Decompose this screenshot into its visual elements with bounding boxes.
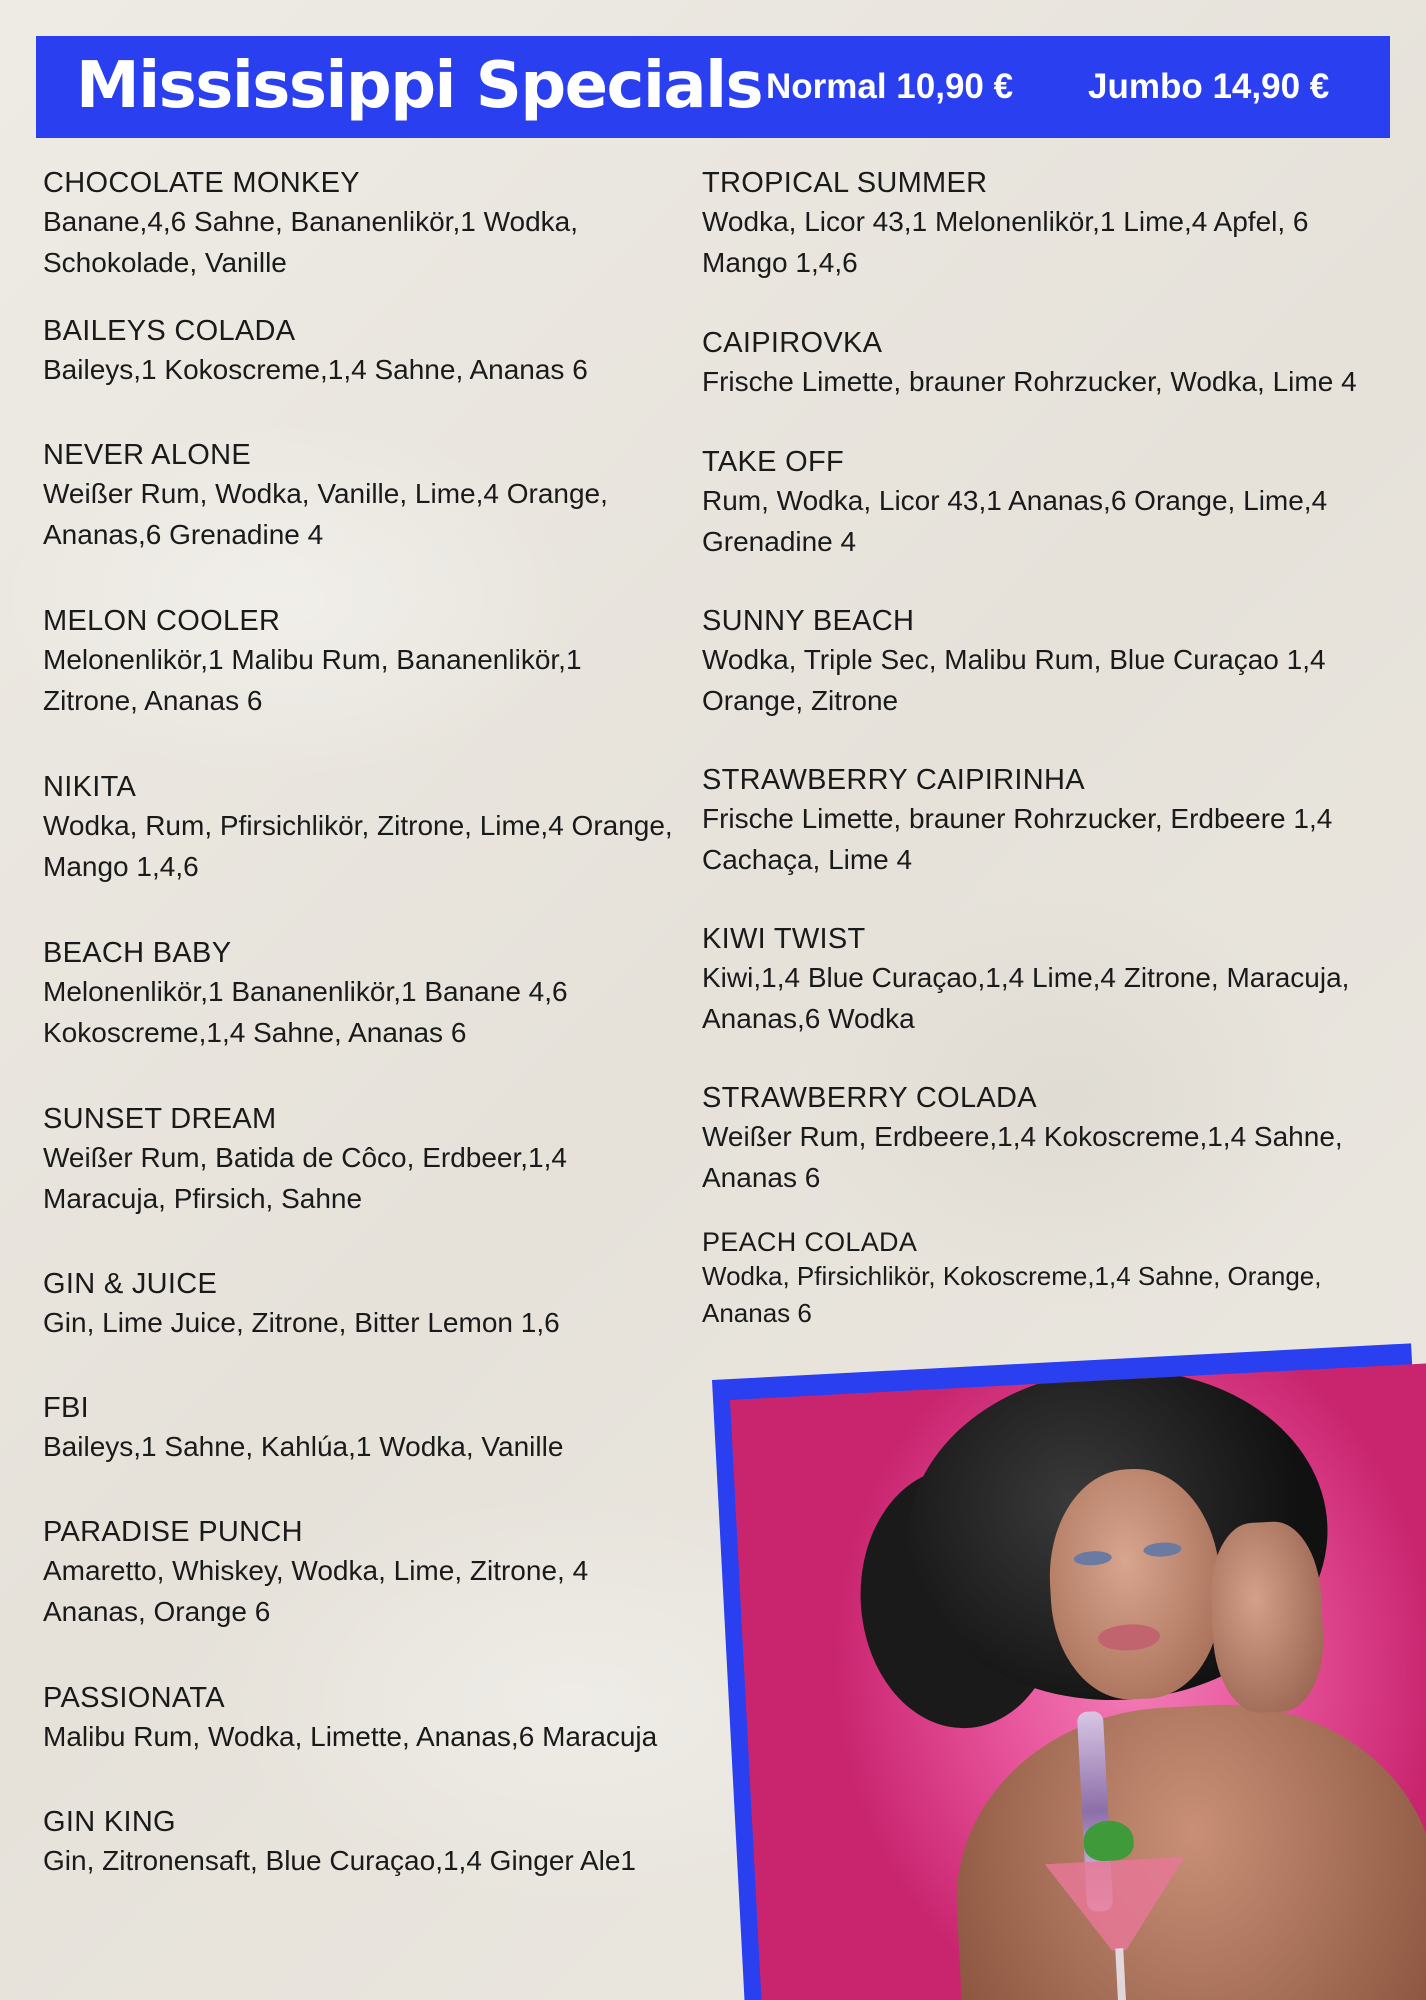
menu-item <box>702 762 1392 880</box>
item-ingredients: Rum, Wodka, Licor 43,1 Ananas,6 Orange, Lime,4 Grenadine 4 <box>702 485 1328 557</box>
item-ingredients: Banane,4,6 Sahne, Bananenlikör,1 Wodka, Schokolade, Vanille <box>43 206 578 278</box>
item-ingredients: Weißer Rum, Wodka, Vanille, Lime,4 Orange, Ananas,6 Grenadine 4 <box>43 478 608 550</box>
item-ingredients: Weißer Rum, Batida de Côco, Erdbeer,1,4 Maracuja, Pfirsich, Sahne <box>43 1142 567 1214</box>
item-ingredients: Amaretto, Whiskey, Wodka, Lime, Zitrone, 4 Ananas, Orange 6 <box>43 1555 589 1627</box>
item-name: SUNNY BEACH <box>702 605 915 637</box>
item-ingredients: Wodka, Triple Sec, Malibu Rum, Blue Curaçao 1,4 Orange, Zitrone <box>702 644 1326 716</box>
menu-item <box>702 603 1392 721</box>
item-name: SUNSET DREAM <box>43 1103 277 1135</box>
item-ingredients: Kiwi,1,4 Blue Curaçao,1,4 Lime,4 Zitrone, Maracuja, Ananas,6 Wodka <box>702 962 1350 1034</box>
item-name: CHOCOLATE MONKEY <box>43 167 360 199</box>
menu-item <box>43 935 683 1053</box>
menu-item <box>702 325 1392 402</box>
normal-price: Normal 10,90 € <box>766 67 1014 106</box>
menu-item <box>43 769 683 887</box>
item-ingredients: Frische Limette, brauner Rohrzucker, Erdbeere 1,4 Cachaça, Lime 4 <box>702 803 1333 875</box>
item-name: NEVER ALONE <box>43 439 251 471</box>
item-ingredients: Gin, Zitronensaft, Blue Curaçao,1,4 Ginger Ale1 <box>43 1845 636 1876</box>
header-banner <box>36 36 1390 138</box>
item-name: GIN & JUICE <box>43 1268 218 1300</box>
item-ingredients: Malibu Rum, Wodka, Limette, Ananas,6 Maracuja <box>43 1721 658 1752</box>
item-ingredients: Wodka, Licor 43,1 Melonenlikör,1 Lime,4 Apfel, 6 Mango 1,4,6 <box>702 206 1309 278</box>
item-ingredients: Wodka, Rum, Pfirsichlikör, Zitrone, Lime,4 Orange, Mango 1,4,6 <box>43 810 673 882</box>
item-name: MELON COOLER <box>43 605 281 637</box>
menu-item <box>43 1101 683 1219</box>
cocktail-photo <box>712 1320 1426 2000</box>
item-ingredients: Frische Limette, brauner Rohrzucker, Wodka, Lime 4 <box>702 366 1357 397</box>
item-name: STRAWBERRY CAIPIRINHA <box>702 764 1085 796</box>
menu-item <box>43 1266 683 1343</box>
item-name: PASSIONATA <box>43 1682 225 1714</box>
menu-item <box>43 1390 683 1467</box>
item-name: FBI <box>43 1392 90 1424</box>
menu-item <box>43 603 683 721</box>
item-name: STRAWBERRY COLADA <box>702 1082 1037 1114</box>
item-ingredients: Baileys,1 Sahne, Kahlúa,1 Wodka, Vanille <box>43 1431 564 1462</box>
item-ingredients: Wodka, Pfirsichlikör, Kokoscreme,1,4 Sahne, Orange, Ananas 6 <box>702 1261 1322 1328</box>
menu-item <box>43 313 683 390</box>
item-ingredients: Gin, Lime Juice, Zitrone, Bitter Lemon 1,6 <box>43 1307 560 1338</box>
item-name: BEACH BABY <box>43 937 232 969</box>
item-ingredients: Weißer Rum, Erdbeere,1,4 Kokoscreme,1,4 Sahne, Ananas 6 <box>702 1121 1343 1193</box>
item-name: TROPICAL SUMMER <box>702 167 988 199</box>
item-name: PARADISE PUNCH <box>43 1516 303 1548</box>
menu-item <box>702 1080 1392 1198</box>
menu-item <box>43 1804 683 1881</box>
menu-item <box>702 444 1392 562</box>
item-name: NIKITA <box>43 771 137 803</box>
item-name: PEACH COLADA <box>702 1227 918 1257</box>
menu-item <box>702 921 1392 1039</box>
menu-item <box>702 165 1392 283</box>
menu-item <box>43 437 683 555</box>
photo-woman-with-cocktail <box>730 1363 1426 2000</box>
item-ingredients: Baileys,1 Kokoscreme,1,4 Sahne, Ananas 6 <box>43 354 588 385</box>
page-title: Mississippi Specials <box>76 49 763 123</box>
jumbo-price: Jumbo 14,90 € <box>1088 67 1330 106</box>
item-name: BAILEYS COLADA <box>43 315 296 347</box>
menu-item <box>702 1226 1392 1332</box>
item-ingredients: Melonenlikör,1 Bananenlikör,1 Banane 4,6 Kokoscreme,1,4 Sahne, Ananas 6 <box>43 976 568 1048</box>
item-name: GIN KING <box>43 1806 176 1838</box>
menu-item <box>43 1514 683 1632</box>
menu-item <box>43 1680 703 1757</box>
menu-item <box>43 165 683 283</box>
item-name: TAKE OFF <box>702 446 845 478</box>
item-name: CAIPIROVKA <box>702 327 883 359</box>
item-name: KIWI TWIST <box>702 923 866 955</box>
item-ingredients: Melonenlikör,1 Malibu Rum, Bananenlikör,1 Zitrone, Ananas 6 <box>43 644 582 716</box>
